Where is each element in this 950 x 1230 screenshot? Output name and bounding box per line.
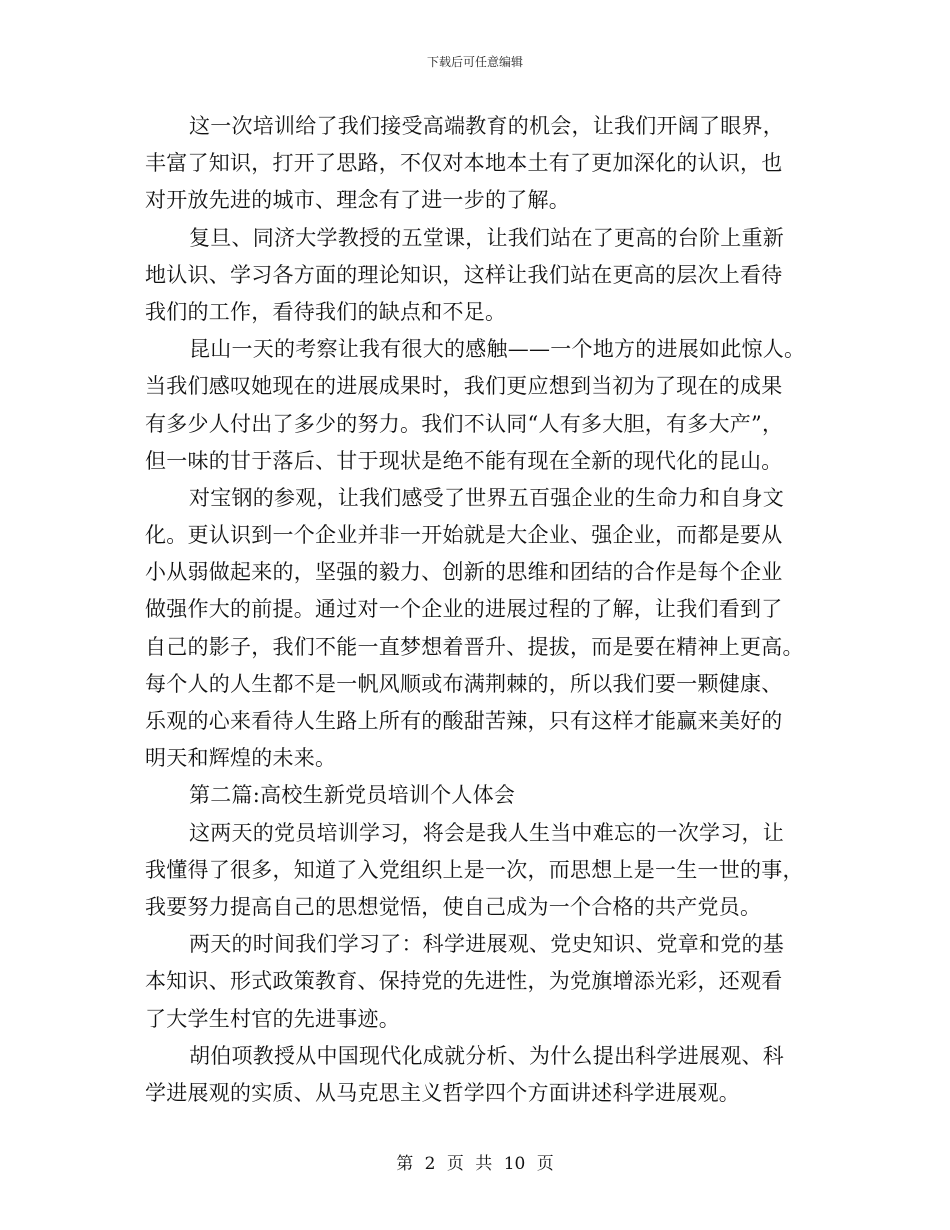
text-line: 学进展观的实质、从马克思主义哲学四个方面讲述科学进展观。 — [145, 1080, 740, 1105]
document-body — [145, 108, 807, 1112]
text-line: 明天和辉煌的未来。 — [145, 746, 337, 771]
text-line: 化。更认识到一个企业并非一开始就是大企业、强企业，而都是要从 — [145, 523, 783, 548]
text-line: 乐观的心来看待人生路上所有的酸甜苦辣，只有这样才能赢来美好的 — [145, 709, 783, 733]
text-line: 复旦、同济大学教授的五堂课，让我们站在了更高的台阶上重新 — [189, 225, 784, 250]
page-footer: 第 2 页 共 10 页 — [396, 1154, 554, 1174]
text-line: 本知识、形式政策教育、保持党的先进性，为党旗增添光彩，还观看 — [145, 969, 783, 994]
text-line: 当我们感叹她现在的进展成果时，我们更应想到当初为了现在的成果 — [145, 374, 783, 399]
text-line: 了大学生村官的先进事迹。 — [145, 1006, 400, 1031]
text-line: 胡伯项教授从中国现代化成就分析、为什么提出科学进展观、科 — [189, 1043, 784, 1068]
text-line: 我要努力提高自己的思想觉悟，使自己成为一个合格的共产党员。 — [145, 894, 762, 919]
text-line: 但一味的甘于落后、甘于现状是绝不能有现在全新的现代化的昆山。 — [145, 448, 783, 473]
text-line: 昆山一天的考察让我有很大的感触——一个地方的进展如此惊人。 — [189, 337, 806, 362]
text-line: 这两天的党员培训学习，将会是我人生当中难忘的一次学习，让 — [189, 820, 784, 845]
text-line: 有多少人付出了多少的努力。我们不认同“人有多大胆，有多大产”， — [145, 411, 784, 436]
text-line: 每个人的人生都不是一帆风顺或布满荆棘的，所以我们要一颗健康、 — [145, 671, 783, 696]
text-line: 地认识、学习各方面的理论知识，这样让我们站在更高的层次上看待 — [145, 262, 783, 287]
text-line: 我们的工作，看待我们的缺点和不足。 — [145, 299, 507, 324]
text-line: 对开放先进的城市、理念有了进一步的了解。 — [145, 188, 570, 213]
text-line: 第二篇:高校生新党员培训个人体会 — [189, 783, 516, 808]
text-line: 这一次培训给了我们接受高端教育的机会，让我们开阔了眼界， — [189, 114, 784, 138]
text-line: 做强作大的前提。通过对一个企业的进展过程的了解，让我们看到了 — [145, 597, 783, 622]
text-line: 自己的影子，我们不能一直梦想着晋升、提拔，而是要在精神上更高。 — [145, 634, 804, 659]
text-line: 小从弱做起来的，坚强的毅力、创新的思维和团结的合作是每个企业 — [145, 560, 783, 585]
page-header: 下载后可任意编辑 — [426, 55, 523, 69]
text-line: 两天的时间我们学习了：科学进展观、党史知识、党章和党的基 — [189, 932, 784, 957]
text-line: 对宝钢的参观，让我们感受了世界五百强企业的生命力和自身文 — [189, 485, 784, 510]
text-line: 丰富了知识，打开了思路，不仅对本地本土有了更加深化的认识，也 — [145, 151, 783, 176]
text-line: 我懂得了很多，知道了入党组织上是一次，而思想上是一生一世的事， — [145, 857, 804, 882]
